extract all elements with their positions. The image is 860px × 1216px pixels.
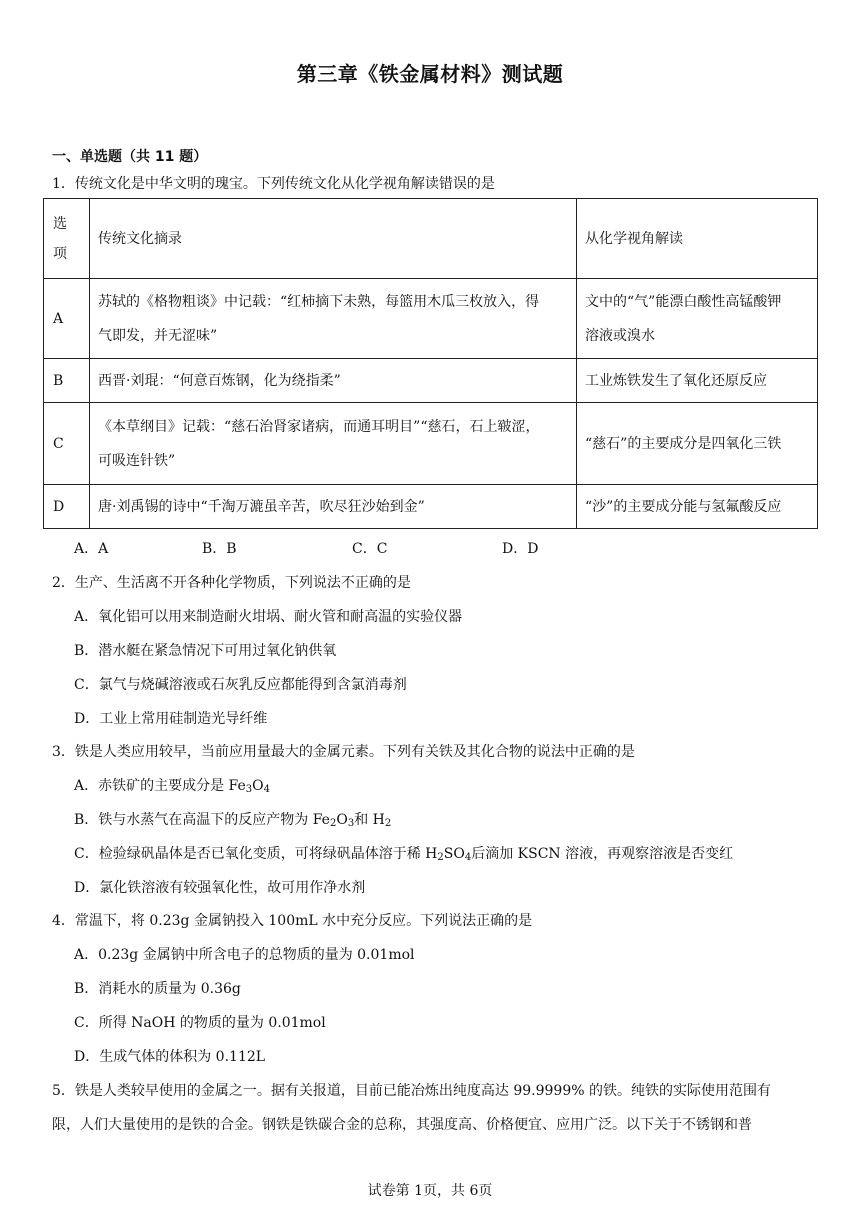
q1-option-b[interactable]: B．B (202, 541, 237, 557)
row-traditional: 《本草纲目》记载：“慈石治肾家诸病，而通耳明目”“慈石，石上皲涩， 可吸连针铁” (90, 403, 577, 485)
table-row (44, 403, 818, 485)
q3-option-c[interactable]: C．检验绿矾晶体是否已氧化变质，可将绿矾晶体溶于稀 $H_2SO_4$后滴加 KSCN 溶液，再观察溶液是否变红 (74, 846, 734, 863)
q2-option-a[interactable]: A．氧化铝可以用来制造耐火坩埚、耐火管和耐高温的实验仪器 (74, 609, 463, 625)
q2-option-d[interactable]: D．工业上常用硅制造光导纤维 (74, 711, 268, 727)
question-3-stem: 3．铁是人类应用较早，当前应用量最大的金属元素。下列有关铁及其化合物的说法中正确的是 (52, 744, 635, 760)
q3-option-b[interactable]: B．铁与水蒸气在高温下的反应产物为 $Fe_2O_3$和 $H_2$ (74, 812, 392, 829)
q4-option-c[interactable]: C．所得 NaOH 的物质的量为 0.01mol (74, 1015, 326, 1031)
page-title: 第三章《铁金属材料》测试题 (296, 62, 564, 86)
q4-option-a[interactable]: A．0.23g 金属钠中所含电子的总物质的量为 0.01mol (74, 947, 415, 963)
header-traditional: 传统文化摘录 (90, 199, 577, 279)
table-header-row (44, 199, 818, 279)
row-traditional: 西晋·刘琨：“何意百炼钢，化为绕指柔” (90, 359, 577, 403)
row-option: C (44, 403, 90, 485)
table-row (44, 359, 818, 403)
table-row (44, 279, 818, 359)
q4-option-d[interactable]: D．生成气体的体积为 0.112L (74, 1049, 266, 1065)
question-4-stem: 4．常温下，将 0.23g 金属钠投入 100mL 水中充分反应。下列说法正确的是 (52, 913, 533, 929)
page-footer: 试卷第 1页，共 6页 (367, 1183, 493, 1199)
row-traditional: 唐·刘禹锡的诗中“千淘万漉虽辛苦，吹尽狂沙始到金” (90, 485, 577, 529)
q2-option-b[interactable]: B．潜水艇在紧急情况下可用过氧化钠供氧 (74, 643, 337, 659)
question-5-line-2: 限，人们大量使用的是铁的合金。钢铁是铁碳合金的总称，其强度高、价格便宜、应用广泛。以下关于不锈钢和普 (52, 1117, 752, 1133)
header-interpretation: 从化学视角解读 (577, 199, 818, 279)
row-option: A (44, 279, 90, 359)
row-interpretation: “沙”的主要成分能与氢氟酸反应 (577, 485, 818, 529)
row-option: D (44, 485, 90, 529)
question-2-stem: 2．生产、生活离不开各种化学物质，下列说法不正确的是 (52, 575, 411, 591)
row-interpretation: 文中的“气”能漂白酸性高锰酸钾 溶液或溴水 (577, 279, 818, 359)
row-interpretation: 工业炼铁发生了氧化还原反应 (577, 359, 818, 403)
q1-option-c[interactable]: C．C (352, 541, 388, 557)
question-5-line-1: 5．铁是人类较早使用的金属之一。据有关报道，目前已能冶炼出纯度高达 99.9999% 的铁。纯铁的实际使用范围有 (52, 1083, 772, 1099)
question-1-table (43, 198, 818, 529)
row-traditional: 苏轼的《格物粗谈》中记载：“红柿摘下未熟，每篮用木瓜三枚放入，得 气即发，并无涩味” (90, 279, 577, 359)
question-1-stem: 1．传统文化是中华文明的瑰宝。下列传统文化从化学视角解读错误的是 (52, 176, 495, 192)
table-row (44, 485, 818, 529)
q3-option-a[interactable]: A．赤铁矿的主要成分是 $Fe_3O_4$ (74, 778, 271, 795)
header-option: 选 项 (44, 199, 90, 279)
q1-option-a[interactable]: A．A (74, 541, 109, 557)
section-heading: 一、单选题（共 11 题） (52, 149, 208, 165)
q1-option-d[interactable]: D．D (502, 541, 539, 557)
q2-option-c[interactable]: C．氯气与烧碱溶液或石灰乳反应都能得到含氯消毒剂 (74, 677, 407, 693)
row-interpretation: “慈石”的主要成分是四氧化三铁 (577, 403, 818, 485)
row-option: B (44, 359, 90, 403)
q4-option-b[interactable]: B．消耗水的质量为 0.36g (74, 981, 241, 997)
q3-option-d[interactable]: D．氯化铁溶液有较强氧化性，故可用作净水剂 (74, 880, 366, 896)
